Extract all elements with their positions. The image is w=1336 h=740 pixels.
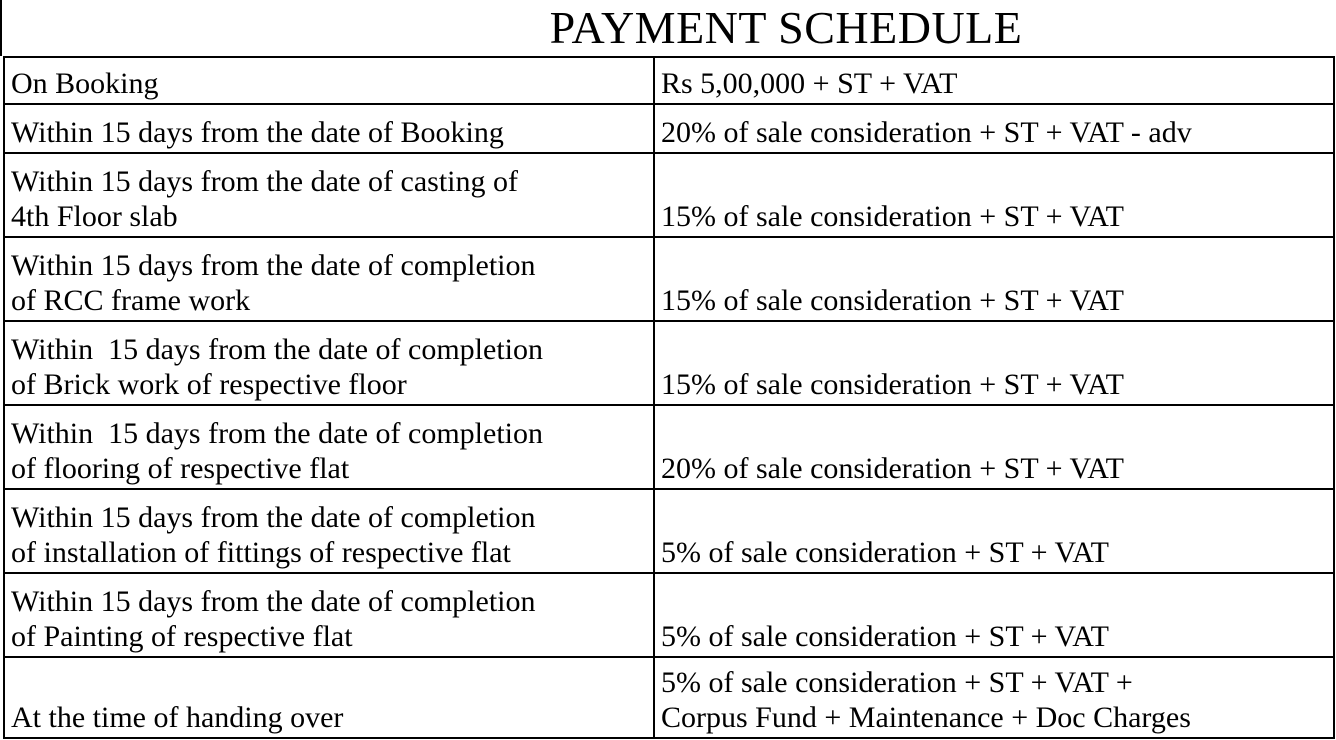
- milestone-cell: [4, 321, 654, 405]
- milestone-text: of RCC frame work: [11, 284, 251, 317]
- table-row: [4, 237, 1334, 321]
- payment-text: 15% of sale consideration + ST + VAT: [661, 368, 1124, 401]
- milestone-cell: [4, 405, 654, 489]
- table-row: [4, 405, 1334, 489]
- milestone-text: Within 15 days from the date of Booking: [11, 116, 504, 149]
- payment-cell: [654, 153, 1334, 237]
- milestone-text: At the time of handing over: [11, 701, 344, 734]
- payment-text: 20% of sale consideration + ST + VAT - adv: [661, 116, 1192, 149]
- title-text: PAYMENT SCHEDULE: [549, 2, 1023, 53]
- milestone-cell: [4, 237, 654, 321]
- payment-text: 5% of sale consideration + ST + VAT: [661, 620, 1109, 653]
- payment-text: Corpus Fund + Maintenance + Doc Charges: [661, 701, 1191, 734]
- payment-cell: [654, 657, 1334, 738]
- milestone-text: On Booking: [11, 67, 159, 100]
- table-row: [4, 104, 1334, 153]
- payment-cell: [654, 573, 1334, 657]
- table-row: [4, 573, 1334, 657]
- milestone-cell: [4, 573, 654, 657]
- payment-cell: [654, 405, 1334, 489]
- milestone-text: Within 15 days from the date of completion: [11, 585, 536, 618]
- table-row: [4, 57, 1334, 104]
- milestone-text: Within 15 days from the date of completion: [11, 333, 544, 366]
- table-row: [4, 321, 1334, 405]
- table-row: [4, 489, 1334, 573]
- payment-text: 15% of sale consideration + ST + VAT: [661, 284, 1124, 317]
- payment-cell: [654, 237, 1334, 321]
- payment-cell: [654, 104, 1334, 153]
- milestone-text: Within 15 days from the date of completion: [11, 249, 536, 282]
- page-title: [0, 0, 1336, 56]
- milestone-cell: [4, 489, 654, 573]
- milestone-text: 4th Floor slab: [11, 200, 178, 233]
- payment-text: 5% of sale consideration + ST + VAT +: [661, 666, 1133, 699]
- milestone-text: Within 15 days from the date of casting of: [11, 165, 518, 198]
- payment-cell: [654, 321, 1334, 405]
- payment-cell: [654, 489, 1334, 573]
- payment-text: Rs 5,00,000 + ST + VAT: [661, 67, 958, 100]
- milestone-text: Within 15 days from the date of completion: [11, 417, 544, 450]
- milestone-cell: [4, 657, 654, 738]
- milestone-text: of Brick work of respective floor: [11, 368, 407, 401]
- milestone-text: Within 15 days from the date of completion: [11, 501, 536, 534]
- payment-text: 20% of sale consideration + ST + VAT: [661, 452, 1124, 485]
- milestone-cell: [4, 153, 654, 237]
- milestone-text: of Painting of respective flat: [11, 620, 353, 653]
- milestone-cell: [4, 104, 654, 153]
- payment-text: 15% of sale consideration + ST + VAT: [661, 200, 1124, 233]
- table-row: [4, 657, 1334, 738]
- table-row: [4, 153, 1334, 237]
- payment-cell: [654, 57, 1334, 104]
- payment-schedule-table: [3, 56, 1335, 739]
- milestone-cell: [4, 57, 654, 104]
- milestone-text: of flooring of respective flat: [11, 452, 350, 485]
- payment-text: 5% of sale consideration + ST + VAT: [661, 536, 1109, 569]
- milestone-text: of installation of fittings of respective flat: [11, 536, 511, 569]
